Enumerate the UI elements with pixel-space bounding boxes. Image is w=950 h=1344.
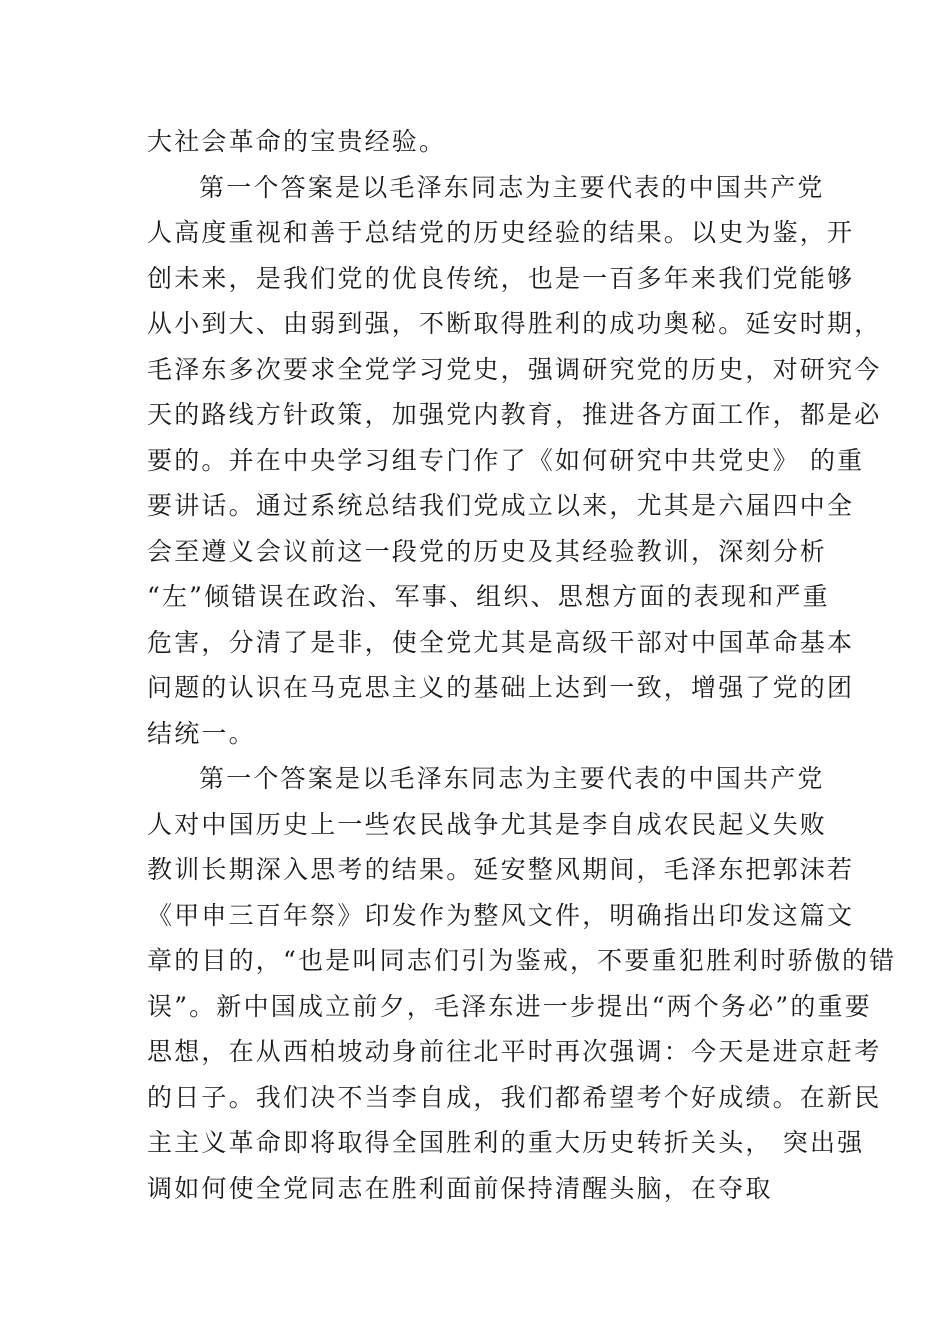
text-line: 误”。新中国成立前夕，毛泽东进一步提出“两个务必”的重要 — [147, 991, 872, 1021]
text-line: 人对中国历史上一些农民战争尤其是李自成农民起义失败 — [147, 809, 828, 839]
text-line: 从小到大、由弱到强，不断取得胜利的成功奥秘。延安时期， — [147, 309, 882, 338]
text-line: 的日子。我们决不当李自成，我们都希望考个好成绩。在新民 — [147, 1082, 882, 1112]
text-line: 要的。并在中央学习组专门作了《如何研究中共党史》 的重 — [147, 445, 865, 475]
text-line: 人高度重视和善于总结党的历史经验的结果。以史为鉴，开 — [147, 218, 855, 247]
text-line: 危害，分清了是非，使全党尤其是高级干部对中国革命基本 — [147, 627, 855, 657]
text-line: 《甲申三百年祭》印发作为整风文件，明确指出印发这篇文 — [147, 900, 855, 930]
text-line: 调如何使全党同志在胜利面前保持清醒头脑，在夺取 — [147, 1173, 773, 1203]
text-line: 大社会革命的宝贵经验。 — [147, 127, 447, 156]
text-line: “左”倾错误在政治、军事、组织、思想方面的表现和严重 — [147, 582, 830, 611]
text-line: 要讲话。通过系统总结我们党成立以来，尤其是六届四中全 — [147, 491, 855, 520]
text-line: 会至遵义会议前这一段党的历史及其经验教训，深刻分析 — [147, 536, 828, 566]
text-line: 教训长期深入思考的结果。延安整风期间，毛泽东把郭沫若 — [147, 855, 855, 884]
paragraph-first-line: 第一个答案是以毛泽东同志为主要代表的中国共产党 — [199, 172, 825, 202]
paragraph-first-line: 第一个答案是以毛泽东同志为主要代表的中国共产党 — [199, 764, 825, 793]
text-line: 天的路线方针政策，加强党内教育，推进各方面工作，都是必 — [147, 400, 882, 429]
text-line: 毛泽东多次要求全党学习党史，强调研究党的历史，对研究今 — [147, 354, 882, 384]
text-line: 创未来，是我们党的优良传统，也是一百多年来我们党能够 — [147, 263, 855, 293]
text-line: 结统一。 — [147, 718, 256, 748]
text-line: 思想，在从西柏坡动身前往北平时再次强调：今天是进京赶考 — [147, 1037, 882, 1066]
text-line: 章的目的，“也是叫同志们引为鉴戒，不要重犯胜利时骄傲的错 — [147, 946, 897, 975]
text-line: 主主义革命即将取得全国胜利的重大历史转折关头， 突出强 — [147, 1128, 865, 1157]
text-line: 问题的认识在马克思主义的基础上达到一致，增强了党的团 — [147, 673, 855, 702]
body-text — [147, 119, 897, 1211]
